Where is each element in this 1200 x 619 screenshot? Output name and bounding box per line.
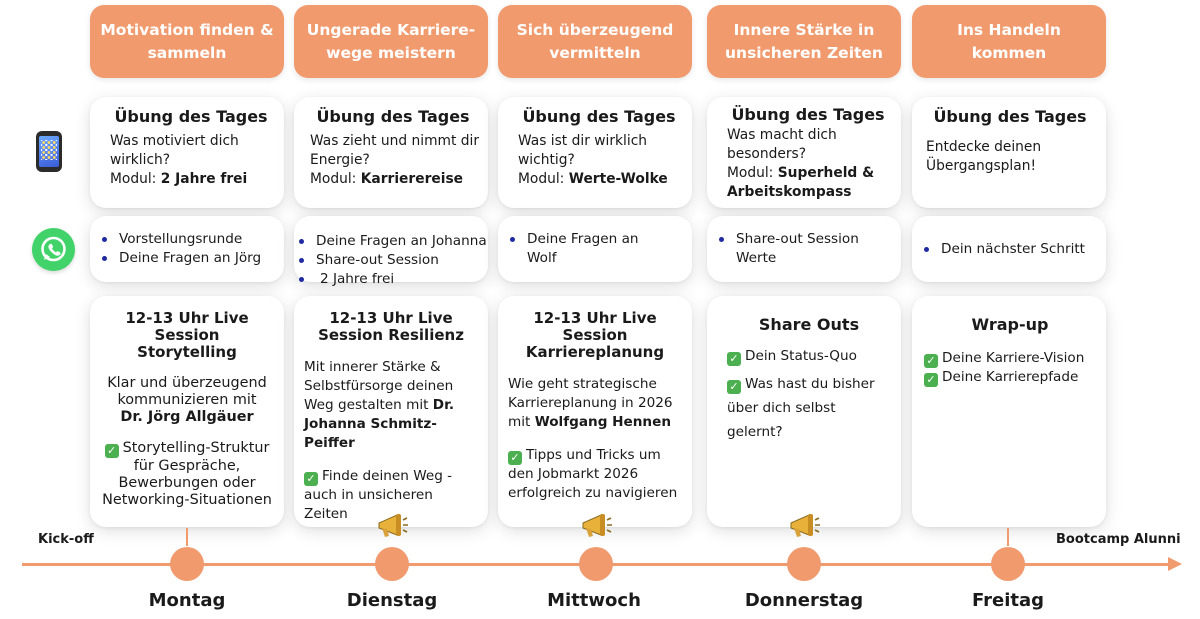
whatsapp-card [498,216,692,282]
check-mark-icon: ✓ [727,380,741,394]
session-check-item: ✓ Tipps und Tricks um den Jobmarkt 2026 erfolgreich zu navigieren [508,447,678,501]
check-mark-icon: ✓ [304,472,318,486]
list-item: Share-out Session Werte [716,230,876,268]
exercise-card [498,97,692,208]
exercise-title: Übung des Tages [731,105,885,124]
mobile-phone-icon [36,131,62,172]
timeline-dot [787,547,821,581]
session-title: 12-13 Uhr Live Session Karriereplanung [525,309,665,361]
check-mark-icon: ✓ [727,352,741,366]
theme-header: Ungerade Karriere-wege meistern [294,5,488,78]
whatsapp-list [716,230,893,268]
session-card [707,296,901,527]
day-label: Donnerstag [744,590,864,611]
exercise-question: Was macht dich besonders? [727,127,837,162]
exercise-module: Modul: 2 Jahre frei [110,171,248,187]
session-check-item: ✓ Dein Status-Quo [727,347,891,366]
timeline-stem [1007,528,1009,546]
check-mark-icon: ✓ [924,354,938,368]
session-check-item: ✓ Storytelling-Struktur für Gespräche, Bewerbungen oder Networking-Situationen [102,440,272,508]
exercise-title: Übung des Tages [933,107,1087,126]
timeline-stem [186,528,188,546]
theme-header: Ins Handeln kommen [912,5,1106,78]
exercise-card [294,97,488,208]
whatsapp-card [707,216,901,282]
timeline-dot [991,547,1025,581]
session-description: Klar und überzeugend kommunizieren mit Dr. Jörg Allgäuer [107,375,267,425]
list-item-continuation: 2 Jahre frei [296,270,480,289]
exercise-question: Entdecke deinen Übergangsplan! [926,139,1042,174]
whatsapp-list [507,230,684,268]
session-card [498,296,692,527]
session-description: Mit innerer Stärke & Selbstfürsorge deinen Weg gestalten mit Dr. Johanna Schmitz-Peiffer [304,359,454,451]
theme-header: Sich überzeugend vermitteln [498,5,692,78]
exercise-title: Übung des Tages [114,107,268,126]
list-item: Deine Fragen an Johanna [296,232,480,251]
theme-header: Motivation finden & sammeln [90,5,284,78]
speaker-name: Wolfgang Hennen [534,414,672,430]
exercise-card [912,97,1106,208]
exercise-module: Modul: Superheld & Arbeitskompass [727,165,875,200]
session-description: Wie geht strategische Karriereplanung in 2026 mit Wolfgang Hennen [508,376,673,430]
session-title: 12-13 Uhr Live Session Storytelling [125,309,249,361]
exercise-question: Was zieht und nimmt dir Energie? [310,133,480,168]
whatsapp-card [294,216,488,287]
timeline-dot [170,547,204,581]
speaker-name: Dr. Johanna Schmitz-Peiffer [304,397,454,451]
megaphone-icon [787,511,821,541]
day-label: Dienstag [346,590,438,611]
list-item: Vorstellungsrunde [99,230,276,249]
exercise-title: Übung des Tages [522,107,676,126]
exercise-module: Modul: Karrierereise [310,171,464,187]
exercise-module: Modul: Werte-Wolke [518,171,668,187]
timeline-arrow-icon [1168,557,1182,571]
list-item: Deine Fragen an Jörg [99,249,276,268]
list-item: Share-out Session [296,251,480,270]
session-title: 12-13 Uhr Live Session Resilienz [318,309,464,344]
session-check-item: ✓ Deine Karriere-Vision [924,349,1096,368]
session-check-item: ✓ Deine Karrierepfade [924,368,1096,387]
check-mark-icon: ✓ [508,451,522,465]
exercise-card [707,97,901,208]
list-item: Dein nächster Schritt [921,240,1098,259]
megaphone-icon [375,511,409,541]
whatsapp-card [90,216,284,282]
whatsapp-card [912,216,1106,282]
check-mark-icon: ✓ [105,444,119,458]
day-label: Montag [148,590,226,611]
check-mark-icon: ✓ [924,373,938,387]
exercise-title: Übung des Tages [316,107,470,126]
exercise-question: Was motiviert dich wirklich? [110,133,239,168]
timeline-dot [579,547,613,581]
phone-app-grid [41,140,57,160]
day-label: Freitag [971,590,1045,611]
list-item: Deine Fragen an Wolf [507,230,647,268]
exercise-card [90,97,284,208]
session-check-item: ✓ Finde deinen Weg - auch in unsicheren Zeiten [304,468,453,522]
timeline-end-label: Bootcamp Alunni [1056,532,1181,547]
whatsapp-icon [32,228,75,271]
timeline-start-label: Kick-off [38,532,94,547]
timeline-dot [375,547,409,581]
session-title: Wrap-up [971,315,1049,334]
session-card [294,296,488,527]
session-check-item: ✓ Was hast du bisher über dich selbst gelernt? [727,376,875,440]
session-card [912,296,1106,527]
whatsapp-list [296,232,487,289]
megaphone-icon [579,511,613,541]
whatsapp-list [921,240,1098,259]
whatsapp-list [99,230,276,268]
theme-header: Innere Stärke in unsicheren Zeiten [707,5,901,78]
session-card [90,296,284,527]
session-title: Share Outs [758,315,860,334]
speaker-name: Dr. Jörg Allgäuer [120,409,254,425]
day-label: Mittwoch [547,590,641,611]
exercise-question: Was ist dir wirklich wichtig? [518,133,648,168]
